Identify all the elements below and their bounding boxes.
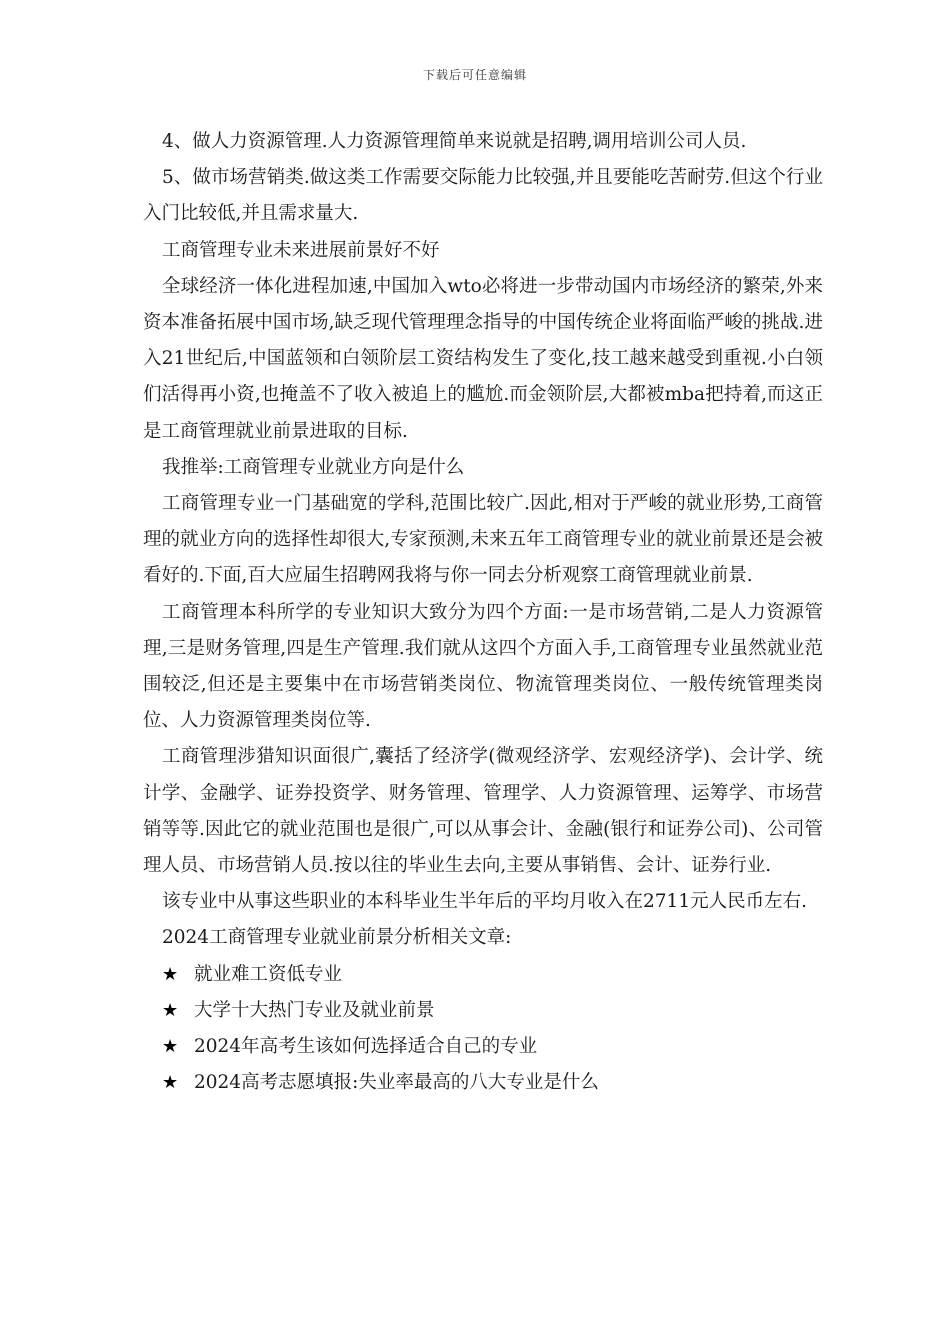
paragraph-globalization: 全球经济一体化进程加速,中国加入wto必将进一步带动国内市场经济的繁荣,外来资本准备拓展中国市场,缺乏现代管理理念指导的中国传统企业将面临严峻的挑战.进入21世纪后,中国蓝领和白领阶层工资结构发生了变化,技工越来越受到重视.小白领们活得再小资,也掩盖不了收入被追上的尴尬.而金领阶层,大都被mba把持着,而这正是工商管理就业前景进取的目标. (143, 275, 823, 442)
paragraph-marketing: 5、做市场营销类.做这类工作需要交际能力比较强,并且要能吃苦耐劳.但这个行业入门比较低,并且需求量大. (143, 167, 823, 225)
paragraph-four-areas: 工商管理本科所学的专业知识大致分为四个方面:一是市场营销,二是人力资源管理,三是财务管理,四是生产管理.我们就从这四个方面入手,工商管理专业虽然就业范围较泛,但还是主要集中在市场营销类岗位、物流管理类岗位、一般传统管理类岗位、人力资源管理类岗位等. (143, 601, 823, 732)
related-article-link[interactable] (143, 1065, 823, 1101)
related-article-link[interactable] (143, 993, 823, 1029)
section-heading-career-direction: 我推举:工商管理专业就业方向是什么 (162, 456, 465, 478)
related-articles-heading: 2024工商管理专业就业前景分析相关文章: (162, 927, 512, 949)
paragraph-broad-discipline: 工商管理专业一门基础宽的学科,范围比较广.因此,相对于严峻的就业形势,工商管理的就业方向的选择性却很大,专家预测,未来五年工商管理专业的就业前景还是会被看好的.下面,百大应届生招聘网我将与你一同去分析观察工商管理就业前景. (143, 493, 823, 587)
paragraph-average-income: 该专业中从事这些职业的本科毕业生半年后的平均月收入在2711元人民币左右. (162, 891, 807, 913)
related-articles-list (143, 957, 823, 1102)
related-article-title: 2024年高考生该如何选择适合自己的专业 (194, 1036, 538, 1058)
page-header: 下载后可任意编辑 (422, 68, 527, 82)
related-article-title: 2024高考志愿填报:失业率最高的八大专业是什么 (194, 1072, 599, 1094)
related-article-title: 大学十大热门专业及就业前景 (194, 999, 435, 1021)
related-article-link[interactable] (143, 1029, 823, 1065)
star-icon: ★ (162, 963, 179, 985)
paragraph-knowledge-scope: 工商管理涉猎知识面很广,囊括了经济学(微观经济学、宏观经济学)、会计学、统计学、金融学、证券投资学、财务管理、管理学、人力资源管理、运筹学、市场营销等等.因此它的就业范围也是很广,可以从事会计、金融(银行和证券公司)、公司管理人员、市场营销人员.按以往的毕业生去向,主要从事销售、会计、证券行业. (143, 746, 823, 877)
related-article-link[interactable] (143, 957, 823, 993)
star-icon: ★ (162, 999, 179, 1021)
section-heading-future-prospects: 工商管理专业未来进展前景好不好 (162, 239, 440, 261)
star-icon: ★ (162, 1036, 179, 1058)
related-article-title: 就业难工资低专业 (194, 963, 343, 985)
paragraph-hr-management: 4、做人力资源管理.人力资源管理简单来说就是招聘,调用培训公司人员. (162, 131, 747, 152)
document-body (143, 124, 823, 1101)
star-icon: ★ (162, 1072, 179, 1094)
